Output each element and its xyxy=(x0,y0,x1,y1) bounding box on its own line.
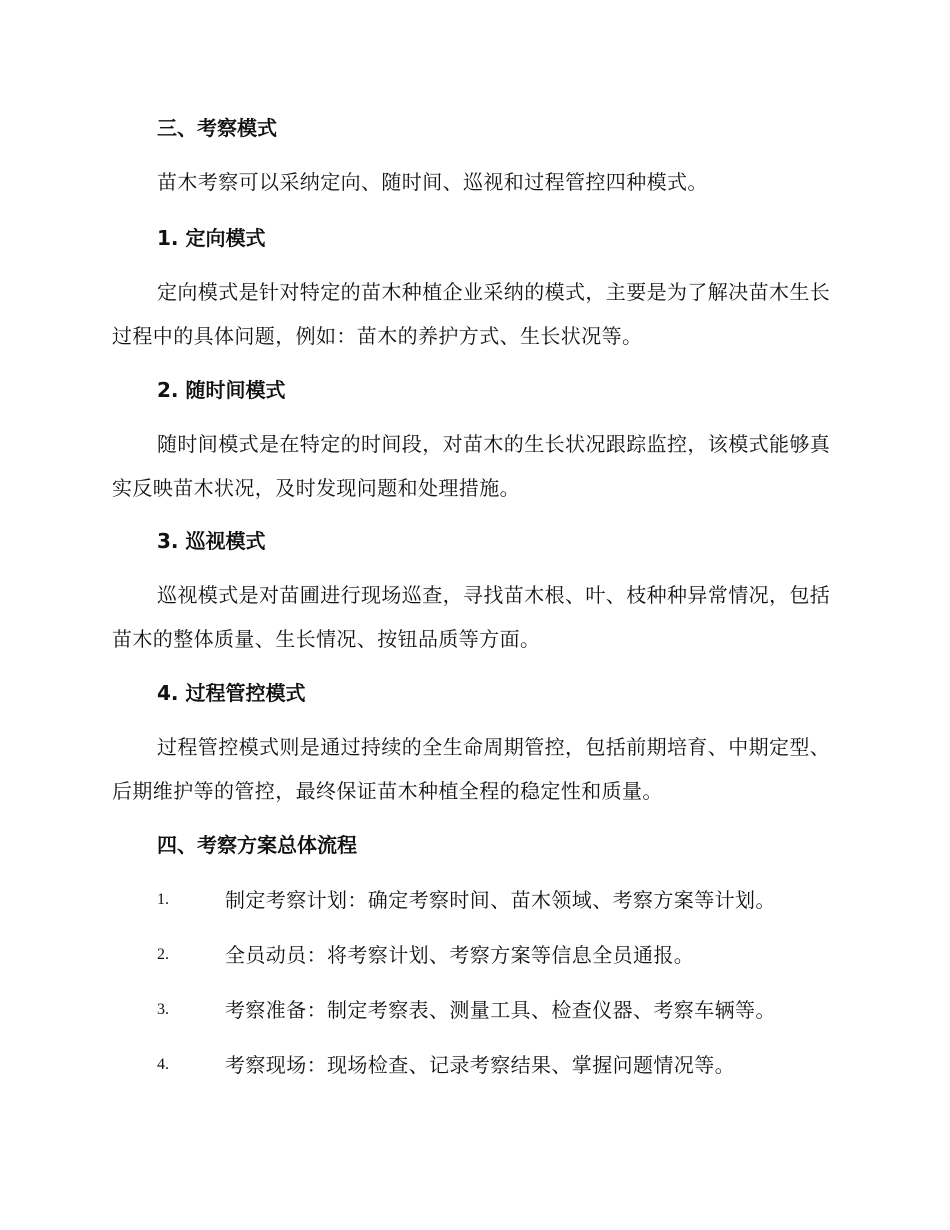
mode-3-heading: 3. 巡视模式 xyxy=(157,529,266,553)
list-number: 3. xyxy=(157,1001,169,1018)
list-number: 2. xyxy=(157,946,169,963)
mode-2-heading: 2. 随时间模式 xyxy=(157,378,286,402)
section-4-heading: 四、考察方案总体流程 xyxy=(157,833,357,857)
list-text: 制定考察计划：确定考察时间、苗木领域、考察方案等计划。 xyxy=(225,888,776,912)
section-3-intro: 苗木考察可以采纳定向、随时间、巡视和过程管控四种模式。 xyxy=(157,170,708,194)
section-3-heading: 三、考察模式 xyxy=(157,116,277,140)
list-text: 考察准备：制定考察表、测量工具、检查仪器、考察车辆等。 xyxy=(225,998,776,1022)
mode-1-heading: 1. 定向模式 xyxy=(157,226,266,250)
mode-2-paragraph: 随时间模式是在特定的时间段，对苗木的生长状况跟踪监控，该模式能够真实反映苗木状况，及时发现问题和处理措施。 xyxy=(112,432,831,500)
list-text: 全员动员：将考察计划、考察方案等信息全员通报。 xyxy=(225,943,695,967)
list-number: 1. xyxy=(157,891,169,908)
list-text: 考察现场：现场检查、记录考察结果、掌握问题情况等。 xyxy=(225,1053,735,1077)
mode-4-paragraph: 过程管控模式则是通过持续的全生命周期管控，包括前期培育、中期定型、后期维护等的管控，最终保证苗木种植全程的稳定性和质量。 xyxy=(112,735,831,803)
flow-list-item xyxy=(157,1051,857,1079)
flow-list-item xyxy=(157,886,857,914)
list-number: 4. xyxy=(157,1056,169,1073)
mode-4-heading: 4. 过程管控模式 xyxy=(157,681,306,705)
mode-3-paragraph: 巡视模式是对苗圃进行现场巡查，寻找苗木根、叶、枝种种异常情况，包括苗木的整体质量、生长情况、按钮品质等方面。 xyxy=(112,583,831,651)
flow-list-item xyxy=(157,996,857,1024)
mode-1-paragraph: 定向模式是针对特定的苗木种植企业采纳的模式，主要是为了解决苗木生长过程中的具体问题，例如：苗木的养护方式、生长状况等。 xyxy=(112,280,831,348)
flow-list-item xyxy=(157,941,857,969)
